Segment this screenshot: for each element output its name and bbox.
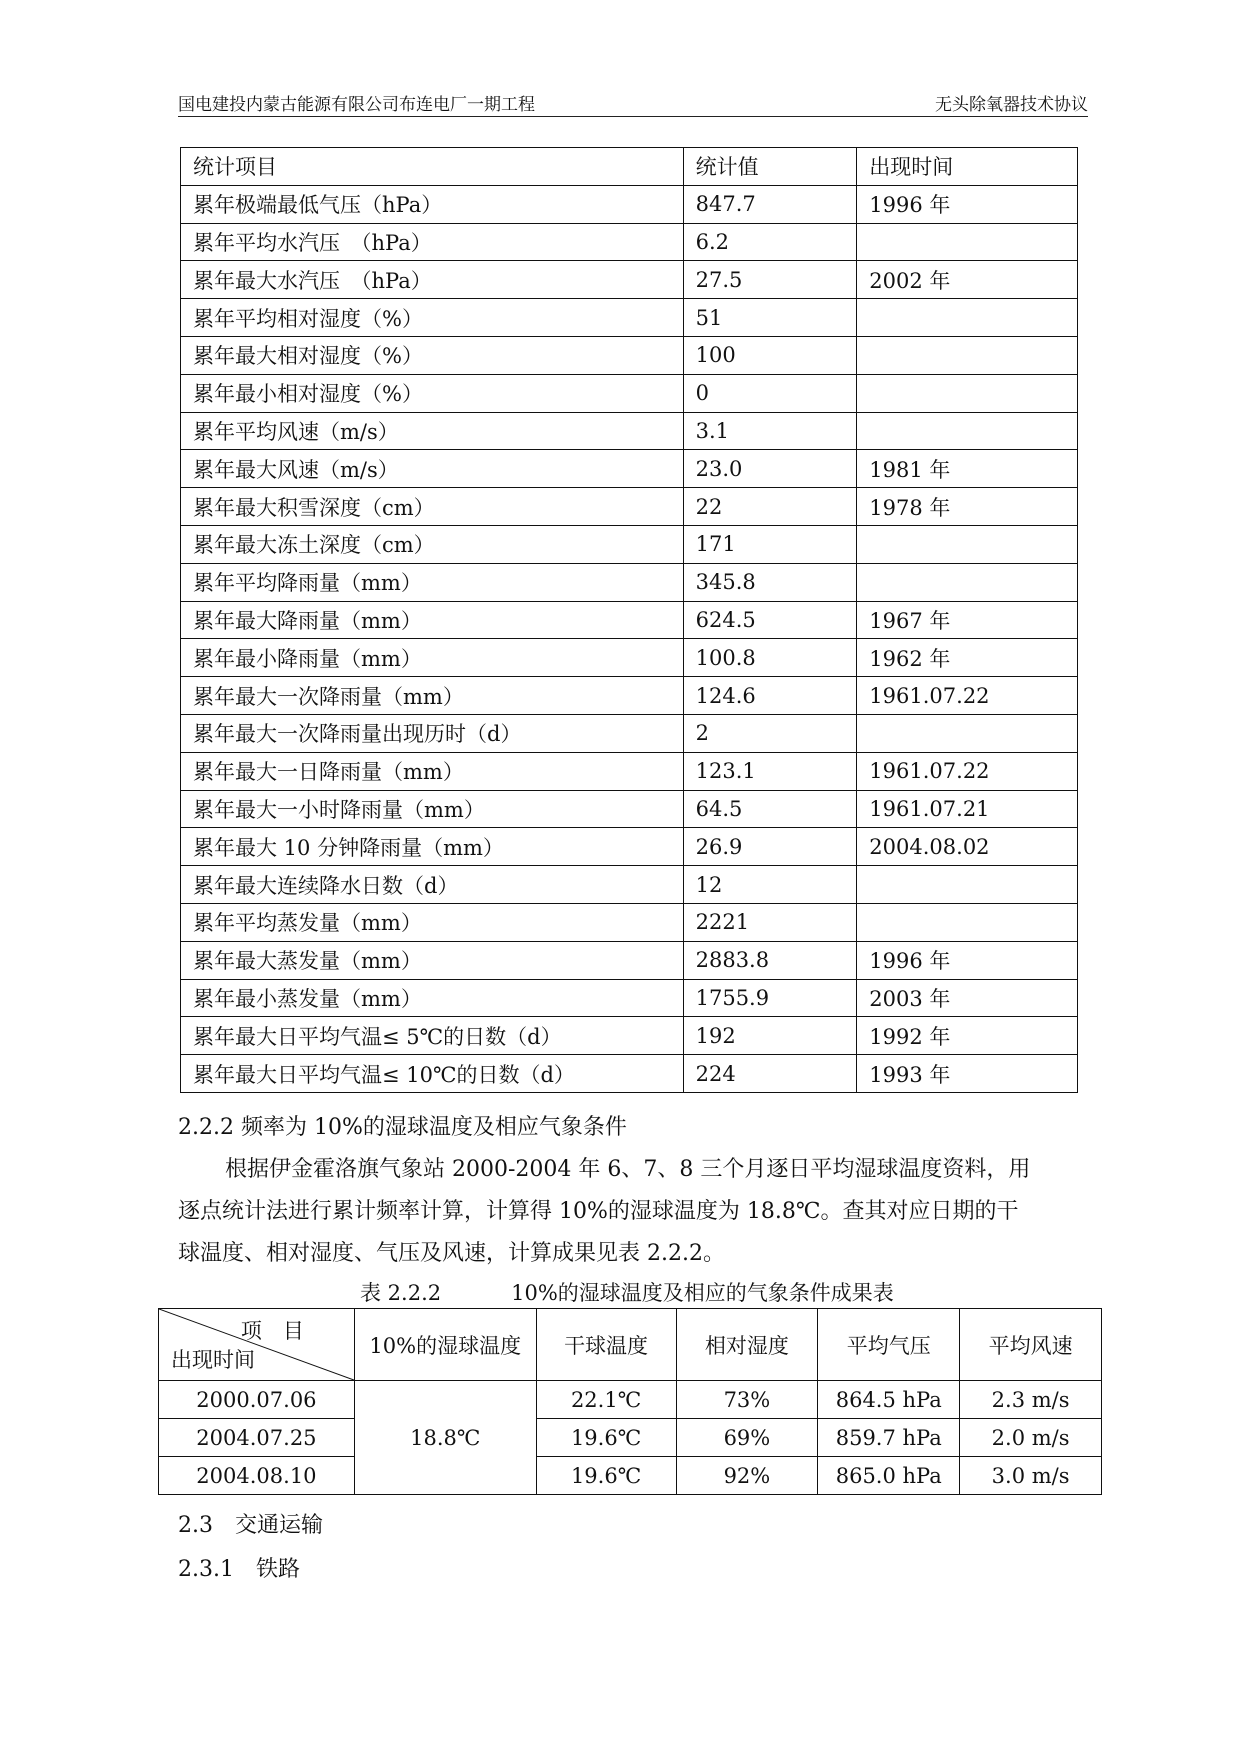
table-row xyxy=(181,601,1078,639)
date-cell: 2000.07.06 xyxy=(159,1381,355,1419)
header-project-title: 国电建投内蒙古能源有限公司布连电厂一期工程 xyxy=(178,95,535,115)
time-cell xyxy=(857,563,1078,601)
header-wet-bulb: 10%的湿球温度 xyxy=(354,1309,536,1381)
pressure-cell: 859.7 hPa xyxy=(818,1419,960,1457)
column-header: 统计值 xyxy=(683,148,857,186)
wet-bulb-value-cell: 18.8℃ xyxy=(354,1381,536,1495)
time-cell: 2004.08.02 xyxy=(857,828,1078,866)
item-cell: 累年最大日平均气温≤ 5℃的日数（d） xyxy=(181,1017,684,1055)
item-cell: 累年平均水汽压 （hPa） xyxy=(181,223,684,261)
header-document-title: 无头除氧器技术协议 xyxy=(935,95,1088,115)
time-cell: 1961.07.21 xyxy=(857,790,1078,828)
table-row xyxy=(181,639,1078,677)
paragraph-line: 根据伊金霍洛旗气象站 2000-2004 年 6、7、8 三个月逐日平均湿球温度资料，用 xyxy=(225,1157,1031,1182)
time-cell: 1996 年 xyxy=(857,941,1078,979)
value-cell: 847.7 xyxy=(683,185,857,223)
time-cell: 1992 年 xyxy=(857,1017,1078,1055)
paragraph-line: 球温度、相对湿度、气压及风速，计算成果见表 2.2.2。 xyxy=(178,1241,725,1266)
item-cell: 累年最大 10 分钟降雨量（mm） xyxy=(181,828,684,866)
value-cell: 6.2 xyxy=(683,223,857,261)
time-cell xyxy=(857,374,1078,412)
header-dry-bulb: 干球温度 xyxy=(536,1309,676,1381)
table-row xyxy=(181,374,1078,412)
paragraph-line: 逐点统计法进行累计频率计算，计算得 10%的湿球温度为 18.8℃。查其对应日期的干 xyxy=(178,1199,1019,1224)
time-cell: 2003 年 xyxy=(857,979,1078,1017)
time-cell: 1961.07.22 xyxy=(857,677,1078,715)
page-header xyxy=(178,86,1088,117)
table-caption xyxy=(360,1277,894,1307)
item-cell: 累年最大相对湿度（%） xyxy=(181,336,684,374)
dry-bulb-cell: 22.1℃ xyxy=(536,1381,676,1419)
table-caption-number: 表 2.2.2 xyxy=(360,1281,442,1305)
section-heading-2-3: 2.3 交通运输 xyxy=(178,1513,323,1538)
section-heading-2-2-2: 2.2.2 频率为 10%的湿球温度及相应气象条件 xyxy=(178,1115,627,1140)
item-cell: 累年最大蒸发量（mm） xyxy=(181,941,684,979)
climate-statistics-table xyxy=(180,147,1078,1093)
table-row xyxy=(181,866,1078,904)
corner-label-item: 项 目 xyxy=(240,1319,304,1343)
corner-label-time: 出现时间 xyxy=(171,1348,255,1372)
value-cell: 123.1 xyxy=(683,752,857,790)
value-cell: 100.8 xyxy=(683,639,857,677)
value-cell: 345.8 xyxy=(683,563,857,601)
header-relative-humidity: 相对湿度 xyxy=(676,1309,818,1381)
table-caption-title: 10%的湿球温度及相应的气象条件成果表 xyxy=(511,1281,894,1305)
column-header: 统计项目 xyxy=(181,148,684,186)
table-row xyxy=(159,1419,1102,1457)
value-cell: 64.5 xyxy=(683,790,857,828)
time-cell xyxy=(857,412,1078,450)
wet-bulb-table xyxy=(158,1308,1102,1495)
table-row xyxy=(181,450,1078,488)
table-row xyxy=(181,261,1078,299)
header-mean-wind-speed: 平均风速 xyxy=(960,1309,1102,1381)
item-cell: 累年最大一次降雨量（mm） xyxy=(181,677,684,715)
value-cell: 224 xyxy=(683,1055,857,1093)
section-heading-2-3-1: 2.3.1 铁路 xyxy=(178,1557,300,1582)
item-cell: 累年最大一小时降雨量（mm） xyxy=(181,790,684,828)
time-cell xyxy=(857,336,1078,374)
humidity-cell: 73% xyxy=(676,1381,818,1419)
item-cell: 累年最大一次降雨量出现历时（d） xyxy=(181,714,684,752)
item-cell: 累年平均风速（m/s） xyxy=(181,412,684,450)
item-cell: 累年平均降雨量（mm） xyxy=(181,563,684,601)
item-cell: 累年平均相对湿度（%） xyxy=(181,299,684,337)
value-cell: 22 xyxy=(683,488,857,526)
time-cell: 1981 年 xyxy=(857,450,1078,488)
table-row xyxy=(181,903,1078,941)
dry-bulb-cell: 19.6℃ xyxy=(536,1419,676,1457)
item-cell: 累年最大一日降雨量（mm） xyxy=(181,752,684,790)
item-cell: 累年平均蒸发量（mm） xyxy=(181,903,684,941)
table-row xyxy=(181,488,1078,526)
value-cell: 23.0 xyxy=(683,450,857,488)
value-cell: 624.5 xyxy=(683,601,857,639)
time-cell: 1993 年 xyxy=(857,1055,1078,1093)
item-cell: 累年最大降雨量（mm） xyxy=(181,601,684,639)
value-cell: 2221 xyxy=(683,903,857,941)
dry-bulb-cell: 19.6℃ xyxy=(536,1457,676,1495)
time-cell: 1967 年 xyxy=(857,601,1078,639)
table-row xyxy=(181,336,1078,374)
item-cell: 累年最大连续降水日数（d） xyxy=(181,866,684,904)
table-row xyxy=(181,941,1078,979)
value-cell: 192 xyxy=(683,1017,857,1055)
value-cell: 124.6 xyxy=(683,677,857,715)
diagonal-header-cell xyxy=(159,1309,355,1381)
table-row xyxy=(181,1055,1078,1093)
value-cell: 51 xyxy=(683,299,857,337)
value-cell: 2883.8 xyxy=(683,941,857,979)
item-cell: 累年最小降雨量（mm） xyxy=(181,639,684,677)
table-row xyxy=(181,1017,1078,1055)
item-cell: 累年最大风速（m/s） xyxy=(181,450,684,488)
table-row xyxy=(159,1457,1102,1495)
time-cell xyxy=(857,223,1078,261)
date-cell: 2004.07.25 xyxy=(159,1419,355,1457)
time-cell: 1962 年 xyxy=(857,639,1078,677)
time-cell: 1978 年 xyxy=(857,488,1078,526)
wind-cell: 2.0 m/s xyxy=(960,1419,1102,1457)
value-cell: 2 xyxy=(683,714,857,752)
table-row xyxy=(181,563,1078,601)
wind-cell: 3.0 m/s xyxy=(960,1457,1102,1495)
value-cell: 3.1 xyxy=(683,412,857,450)
table-row xyxy=(181,677,1078,715)
time-cell: 2002 年 xyxy=(857,261,1078,299)
table-row xyxy=(181,412,1078,450)
table-row xyxy=(181,752,1078,790)
table-row xyxy=(159,1381,1102,1419)
value-cell: 1755.9 xyxy=(683,979,857,1017)
table-row xyxy=(181,299,1078,337)
time-cell xyxy=(857,866,1078,904)
table-row xyxy=(181,525,1078,563)
time-cell xyxy=(857,525,1078,563)
value-cell: 100 xyxy=(683,336,857,374)
item-cell: 累年最大积雪深度（cm） xyxy=(181,488,684,526)
item-cell: 累年最小相对湿度（%） xyxy=(181,374,684,412)
item-cell: 累年极端最低气压（hPa） xyxy=(181,185,684,223)
value-cell: 0 xyxy=(683,374,857,412)
time-cell: 1961.07.22 xyxy=(857,752,1078,790)
header-mean-pressure: 平均气压 xyxy=(818,1309,960,1381)
table-row xyxy=(181,714,1078,752)
table-row xyxy=(181,790,1078,828)
table-row xyxy=(181,185,1078,223)
table-header-row xyxy=(181,148,1078,186)
wind-cell: 2.3 m/s xyxy=(960,1381,1102,1419)
item-cell: 累年最小蒸发量（mm） xyxy=(181,979,684,1017)
table-row xyxy=(181,828,1078,866)
date-cell: 2004.08.10 xyxy=(159,1457,355,1495)
column-header: 出现时间 xyxy=(857,148,1078,186)
table-row xyxy=(181,979,1078,1017)
value-cell: 171 xyxy=(683,525,857,563)
item-cell: 累年最大水汽压 （hPa） xyxy=(181,261,684,299)
value-cell: 12 xyxy=(683,866,857,904)
time-cell xyxy=(857,903,1078,941)
humidity-cell: 69% xyxy=(676,1419,818,1457)
pressure-cell: 865.0 hPa xyxy=(818,1457,960,1495)
table-row xyxy=(181,223,1078,261)
value-cell: 26.9 xyxy=(683,828,857,866)
value-cell: 27.5 xyxy=(683,261,857,299)
time-cell xyxy=(857,299,1078,337)
humidity-cell: 92% xyxy=(676,1457,818,1495)
item-cell: 累年最大冻土深度（cm） xyxy=(181,525,684,563)
item-cell: 累年最大日平均气温≤ 10℃的日数（d） xyxy=(181,1055,684,1093)
pressure-cell: 864.5 hPa xyxy=(818,1381,960,1419)
time-cell xyxy=(857,714,1078,752)
time-cell: 1996 年 xyxy=(857,185,1078,223)
